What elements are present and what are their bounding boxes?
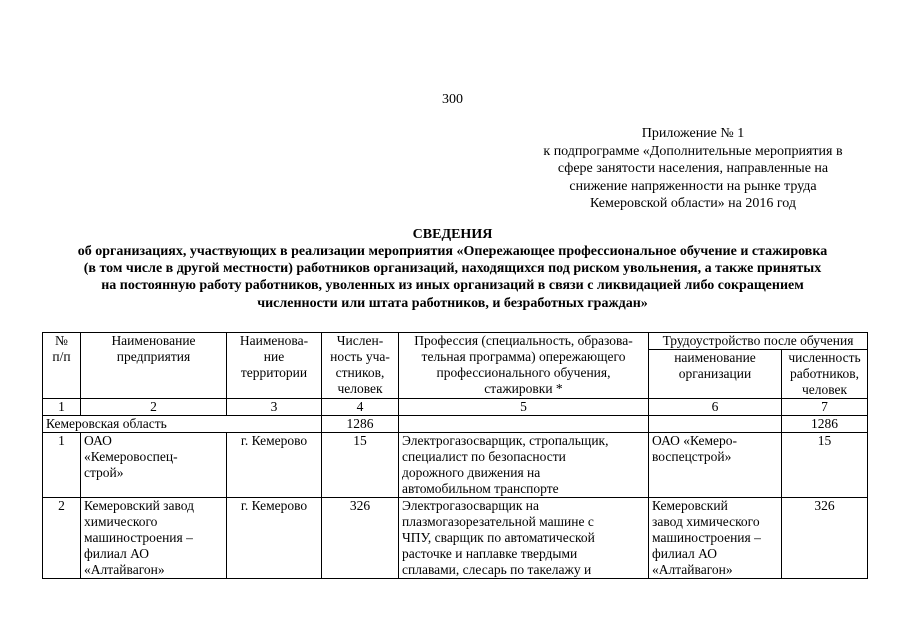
subtitle-line: об организациях, участвующих в реализации мероприятия «Опережающее профессиональное обучение и стажировка [77, 244, 828, 259]
header-text: человек [337, 381, 383, 396]
cell-line: филиал АО [84, 546, 149, 561]
row-enterprise [81, 433, 227, 498]
cell-line: ОАО «Кемеро- [652, 433, 738, 448]
header-text: организации [678, 366, 752, 381]
header-profession [399, 333, 649, 399]
header-text: п/п [52, 349, 71, 364]
cell-line: машиностроения – [84, 530, 193, 545]
appendix-note [528, 125, 858, 213]
cell-line: сплавами, слесарь по такелажу и [402, 562, 592, 577]
appendix-line: снижение напряженности на рынке труда [569, 178, 817, 194]
row-profession [399, 498, 649, 579]
table-row [43, 498, 868, 579]
cell-line: филиал АО [652, 546, 717, 561]
cell-line: завод химического [652, 514, 760, 529]
column-number: 7 [782, 399, 868, 416]
header-text: № [55, 333, 68, 348]
column-number: 3 [227, 399, 322, 416]
header-text: человек [801, 382, 848, 397]
column-number: 6 [649, 399, 782, 416]
cell-line: «Алтайвагон» [652, 562, 733, 577]
row-org-name [649, 433, 782, 498]
appendix-line: Кемеровской области» на 2016 год [589, 196, 797, 211]
header-row [43, 333, 868, 350]
cell-line: «Алтайвагон» [84, 562, 165, 577]
header-text: территории [240, 365, 308, 380]
region-empty-cell [399, 416, 649, 433]
cell-line: ЧПУ, сварщик по автоматической [402, 530, 595, 545]
row-profession [399, 433, 649, 498]
region-count: 1286 [322, 416, 399, 433]
header-text: стников, [335, 365, 385, 380]
appendix-line: Приложение № 1 [641, 126, 745, 141]
column-number: 4 [322, 399, 399, 416]
row-num: 1 [43, 433, 81, 498]
header-text: предприятия [116, 349, 191, 364]
cell-line: расточке и наплавке твердыми [402, 546, 578, 561]
organizations-table [42, 332, 868, 579]
row-num: 2 [43, 498, 81, 579]
header-text: Наименование [111, 333, 196, 348]
column-number: 5 [399, 399, 649, 416]
header-text: численность [788, 350, 861, 365]
appendix-line: сфере занятости населения, направленные на [557, 161, 829, 176]
row-org-name [649, 498, 782, 579]
header-text: наименование [674, 350, 756, 365]
document-subtitle [40, 243, 865, 312]
header-text: профессионального обучения, [436, 365, 611, 380]
header-territory [227, 333, 322, 399]
cell-line: химического [84, 514, 158, 529]
column-number: 1 [43, 399, 81, 416]
row-territory: г. Кемерово [227, 433, 322, 498]
cell-line: Электрогазосварщик, стропальщик, [402, 433, 609, 448]
cell-line: дорожного движения на [402, 465, 541, 480]
header-text: Наименова- [239, 333, 309, 348]
cell-line: Кемеровский завод [84, 498, 195, 513]
header-text: работников, [790, 366, 859, 381]
row-workers: 15 [782, 433, 868, 498]
column-number-row [43, 399, 868, 416]
header-text: ние [263, 349, 285, 364]
row-count: 15 [322, 433, 399, 498]
cell-line: воспецстрой» [652, 449, 732, 464]
document-title: СВЕДЕНИЯ [412, 227, 493, 242]
cell-line: автомобильном транспорте [402, 481, 559, 496]
header-org-name [649, 350, 782, 399]
header-enterprise [81, 333, 227, 399]
header-text: стажировки * [484, 381, 563, 396]
table-row [43, 433, 868, 498]
cell-line: Электрогазосварщик на [402, 498, 539, 513]
region-row [43, 416, 868, 433]
header-num [43, 333, 81, 399]
header-text: ность уча- [330, 349, 390, 364]
row-count: 326 [322, 498, 399, 579]
cell-line: ОАО [84, 433, 112, 448]
header-employment: Трудоустройство после обучения [649, 333, 868, 350]
cell-line: Кемеровский [652, 498, 728, 513]
header-text: тельная программа) опережающего [421, 349, 626, 364]
cell-line: специалист по безопасности [402, 449, 566, 464]
region-workers: 1286 [782, 416, 868, 433]
subtitle-line: численности или штата работников, и безработных граждан» [257, 295, 648, 311]
row-territory: г. Кемерово [227, 498, 322, 579]
cell-line: строй» [84, 465, 124, 480]
region-empty-cell [649, 416, 782, 433]
region-label: Кемеровская область [43, 416, 322, 433]
page-number: 300 [442, 92, 463, 107]
cell-line: плазмогазорезательной машине с [402, 514, 594, 529]
header-text: Профессия (специальность, образова- [414, 333, 633, 348]
row-workers: 326 [782, 498, 868, 579]
column-number: 2 [81, 399, 227, 416]
header-count [322, 333, 399, 399]
row-enterprise [81, 498, 227, 579]
cell-line: машиностроения – [652, 530, 761, 545]
subtitle-line: (в том числе в другой местности) работников организаций, находящихся под риском увольнения, а также принятых [83, 261, 822, 277]
appendix-line: к подпрограмме «Дополнительные мероприятия в [543, 143, 843, 159]
header-text: Числен- [336, 333, 384, 348]
cell-line: «Кемеровоспец- [84, 449, 178, 464]
header-workers [782, 350, 868, 399]
subtitle-line: на постоянную работу работников, уволенных из иных организаций в связи с ликвидацией либо сокращением [101, 278, 804, 294]
